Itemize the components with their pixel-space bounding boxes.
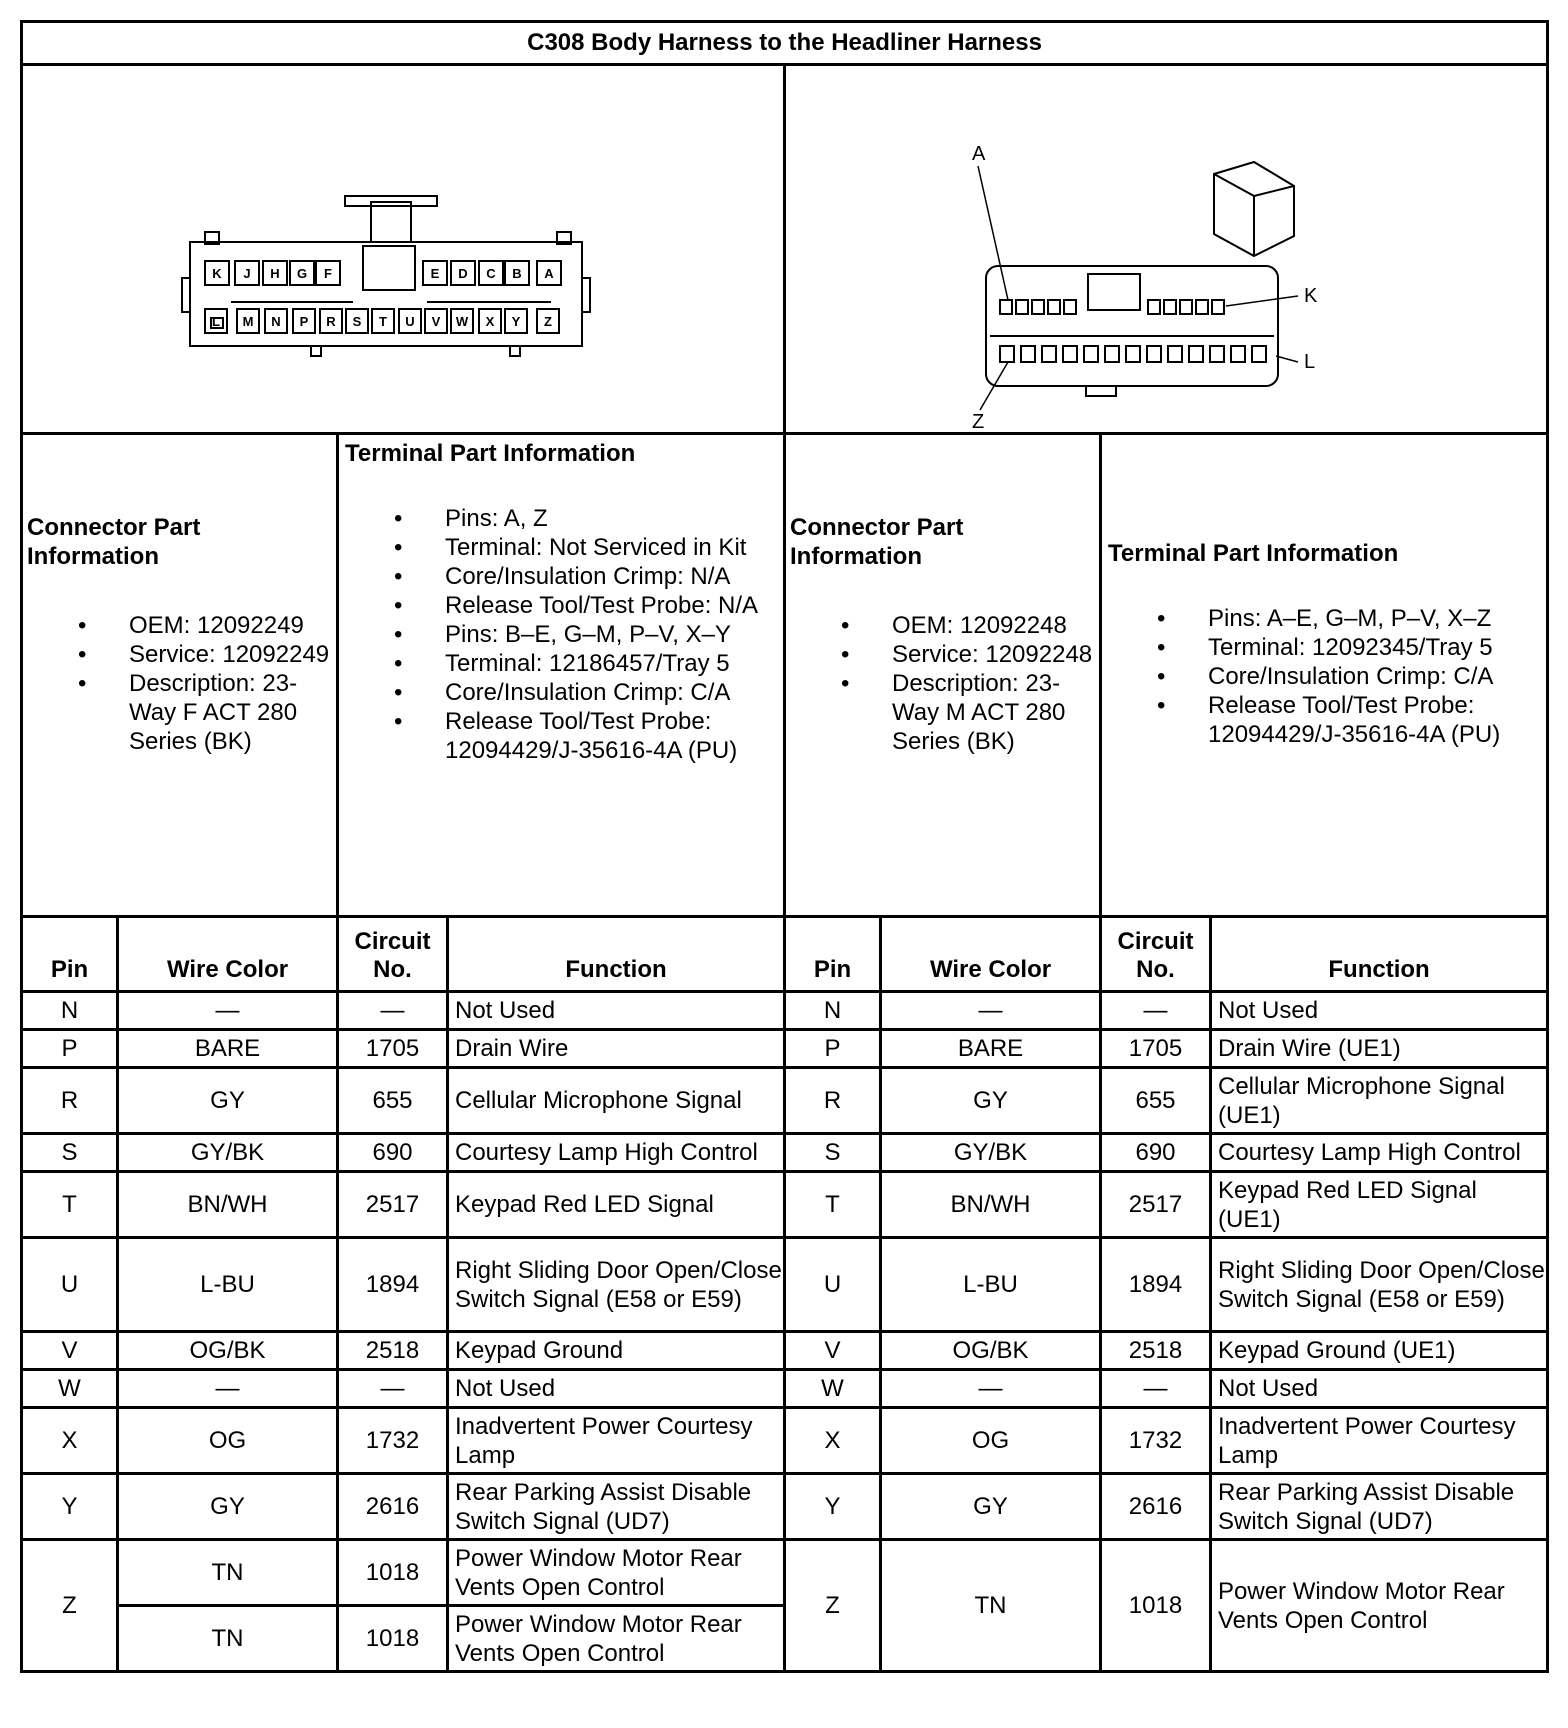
pin-cell: V: [22, 1332, 118, 1370]
wire-color-cell: BN/WH: [881, 1172, 1101, 1238]
pin-cell: U: [785, 1238, 881, 1332]
table-row: [22, 1238, 1548, 1332]
iso-edge: [1254, 186, 1294, 196]
wire-color-cell: TN: [881, 1540, 1101, 1672]
wire-color-cell: GY: [881, 1068, 1101, 1134]
function-cell: Not Used: [1211, 992, 1548, 1030]
bottom-tab: [1086, 386, 1116, 396]
col-wire-color: Wire Color: [881, 917, 1101, 992]
col-wire-color: Wire Color: [118, 917, 338, 992]
left-connector-info: [22, 434, 338, 917]
pin-label: G: [296, 266, 308, 281]
circuit-cell: 690: [338, 1134, 448, 1172]
wire-color-cell: —: [881, 992, 1101, 1030]
pin-label: Y: [511, 314, 521, 329]
pin-cell: X: [785, 1408, 881, 1474]
function-cell: Rear Parking Assist Disable Switch Signal (UD7): [1211, 1474, 1548, 1540]
function-cell: Cellular Microphone Signal: [448, 1068, 785, 1134]
pin-cavity: [1048, 300, 1060, 314]
connector-table: [20, 20, 1549, 1673]
wire-color-cell: —: [881, 1370, 1101, 1408]
pin-cavity: [1126, 346, 1140, 362]
pin-cell: S: [785, 1134, 881, 1172]
table-row: [22, 1030, 1548, 1068]
pin-cavity: [1231, 346, 1245, 362]
function-cell: Courtesy Lamp High Control: [448, 1134, 785, 1172]
pin-table-body: [22, 992, 1548, 1672]
list-item: • Service: 12092248: [786, 640, 1099, 669]
circuit-cell: 1894: [338, 1238, 448, 1332]
pin-label: P: [299, 314, 309, 329]
table-row: [22, 1540, 1548, 1606]
function-cell: Not Used: [448, 992, 785, 1030]
callout-label: L: [1304, 351, 1316, 373]
wire-color-cell: GY: [118, 1474, 338, 1540]
function-cell: Drain Wire (UE1): [1211, 1030, 1548, 1068]
table-row: [22, 1332, 1548, 1370]
callout-leader: [1276, 356, 1298, 362]
pin-cavity: [1000, 300, 1012, 314]
list-item: • Pins: A, Z: [339, 504, 783, 533]
wire-color-cell: OG: [118, 1408, 338, 1474]
col-circuit: Circuit No.: [338, 917, 448, 992]
circuit-cell: 1732: [338, 1408, 448, 1474]
wire-color-cell: GY: [881, 1474, 1101, 1540]
center-latch: [371, 202, 411, 242]
wire-color-cell: —: [118, 992, 338, 1030]
pin-label: R: [326, 314, 336, 329]
table-header-row: [22, 917, 1548, 992]
table-row: [22, 1370, 1548, 1408]
list-item: • Release Tool/Test Probe: 12094429/J-35616-4A (PU): [339, 707, 783, 765]
pin-cavity: [1189, 346, 1203, 362]
pin-label: L: [212, 314, 220, 329]
function-cell: Inadvertent Power Courtesy Lamp: [1211, 1408, 1548, 1474]
list-item: • Service: 12092249: [23, 640, 336, 669]
list-item: • Core/Insulation Crimp: C/A: [1102, 662, 1546, 691]
pin-cell: X: [22, 1408, 118, 1474]
function-cell: Power Window Motor Rear Vents Open Control: [448, 1606, 785, 1672]
pin-label: E: [430, 266, 440, 281]
pin-cavity: [1210, 346, 1224, 362]
function-cell: Not Used: [448, 1370, 785, 1408]
pin-cavity: [1000, 346, 1014, 362]
pin-label: S: [352, 314, 362, 329]
function-cell: Keypad Red LED Signal (UE1): [1211, 1172, 1548, 1238]
circuit-cell: —: [1101, 1370, 1211, 1408]
circuit-cell: 690: [1101, 1134, 1211, 1172]
circuit-cell: 655: [1101, 1068, 1211, 1134]
col-function: Function: [448, 917, 785, 992]
right-terminal-info: [1101, 434, 1548, 917]
list-item: • Release Tool/Test Probe: N/A: [339, 591, 783, 620]
right-tab: [582, 278, 590, 312]
pin-label: J: [243, 266, 251, 281]
pin-cavity: [1212, 300, 1224, 314]
list-item: • Release Tool/Test Probe: 12094429/J-35616-4A (PU): [1102, 691, 1546, 749]
list-item: • Terminal: Not Serviced in Kit: [339, 533, 783, 562]
wire-color-cell: L-BU: [118, 1238, 338, 1332]
pin-cavity: [1084, 346, 1098, 362]
pin-cavity: [1021, 346, 1035, 362]
circuit-cell: 1705: [338, 1030, 448, 1068]
pin-label: W: [455, 314, 469, 329]
left-terminal-header: Terminal Part Information: [345, 440, 636, 467]
wire-color-cell: OG/BK: [881, 1332, 1101, 1370]
wire-color-cell: GY/BK: [881, 1134, 1101, 1172]
female-connector-face-diagram: [23, 66, 780, 432]
pin-cell: Y: [22, 1474, 118, 1540]
pin-label: C: [486, 266, 496, 281]
pin-cavity: [1164, 300, 1176, 314]
table-row: [22, 1172, 1548, 1238]
circuit-cell: —: [1101, 992, 1211, 1030]
wire-color-cell: GY/BK: [118, 1134, 338, 1172]
female-connector-figure: [22, 65, 785, 434]
right-connector-header: Connector Part Information: [790, 514, 964, 570]
function-cell: Drain Wire: [448, 1030, 785, 1068]
pin-cell: R: [785, 1068, 881, 1134]
left-connector-list: [23, 611, 336, 756]
function-cell: Right Sliding Door Open/Close Switch Signal (E58 or E59): [1211, 1238, 1548, 1332]
table-row: [22, 1068, 1548, 1134]
pin-label: M: [242, 314, 254, 329]
pin-cavity: [1148, 300, 1160, 314]
right-connector-list: [786, 611, 1099, 756]
list-item: • OEM: 12092248: [786, 611, 1099, 640]
pin-label: Z: [544, 314, 552, 329]
right-terminal-header: Terminal Part Information: [1108, 540, 1399, 567]
circuit-cell: 2616: [338, 1474, 448, 1540]
pin-cell: N: [785, 992, 881, 1030]
right-terminal-list: [1102, 604, 1546, 749]
pin-label: D: [458, 266, 468, 281]
pin-cell: W: [785, 1370, 881, 1408]
pin-label: K: [212, 266, 222, 281]
circuit-cell: 2616: [1101, 1474, 1211, 1540]
list-item: • Terminal: 12092345/Tray 5: [1102, 633, 1546, 662]
pin-cell: Z: [22, 1540, 118, 1672]
circuit-cell: 2518: [1101, 1332, 1211, 1370]
page-title: C308 Body Harness to the Headliner Harness: [22, 22, 1548, 65]
circuit-cell: 2518: [338, 1332, 448, 1370]
pin-label: B: [512, 266, 522, 281]
wire-color-cell: —: [118, 1370, 338, 1408]
list-item: • Description: 23-Way F ACT 280 Series (BK): [23, 669, 336, 756]
wire-color-cell: BARE: [118, 1030, 338, 1068]
callout-leader: [978, 166, 1008, 300]
list-item: • Core/Insulation Crimp: C/A: [339, 678, 783, 707]
function-cell: Rear Parking Assist Disable Switch Signal (UD7): [448, 1474, 785, 1540]
pin-cell: P: [785, 1030, 881, 1068]
list-item: • Pins: A–E, G–M, P–V, X–Z: [1102, 604, 1546, 633]
circuit-cell: 655: [338, 1068, 448, 1134]
left-terminal-block-2: [339, 620, 783, 765]
pin-cavity: [1032, 300, 1044, 314]
iso-edge: [1214, 174, 1254, 196]
pin-label: V: [431, 314, 441, 329]
circuit-cell: 1705: [1101, 1030, 1211, 1068]
left-terminal-info: [338, 434, 785, 917]
callout-label: Z: [972, 411, 985, 432]
wire-color-cell: OG: [881, 1408, 1101, 1474]
connector-body: [190, 242, 582, 346]
pin-cavity: [1016, 300, 1028, 314]
circuit-cell: 1018: [1101, 1540, 1211, 1672]
pin-cell: N: [22, 992, 118, 1030]
pin-cavity: [1252, 346, 1266, 362]
table-row: [22, 1134, 1548, 1172]
list-item: • Core/Insulation Crimp: N/A: [339, 562, 783, 591]
left-terminal-block-1: [339, 504, 783, 620]
pin-cell: U: [22, 1238, 118, 1332]
wire-color-cell: TN: [118, 1540, 338, 1606]
pin-label: H: [270, 266, 280, 281]
table-row: [22, 1474, 1548, 1540]
function-cell: Right Sliding Door Open/Close Switch Signal (E58 or E59): [448, 1238, 785, 1332]
male-connector-face-diagram: [786, 66, 1543, 432]
pin-cell: R: [22, 1068, 118, 1134]
pin-cavity: [1063, 346, 1077, 362]
callout-label: K: [1304, 285, 1318, 307]
connector-housing: [986, 266, 1278, 386]
function-cell: Keypad Ground (UE1): [1211, 1332, 1548, 1370]
col-pin: Pin: [22, 917, 118, 992]
pin-cavity: [1105, 346, 1119, 362]
pin-cell: T: [22, 1172, 118, 1238]
pin-label: F: [324, 266, 332, 281]
function-cell: Power Window Motor Rear Vents Open Control: [1211, 1540, 1548, 1672]
pin-cavity: [1168, 346, 1182, 362]
pin-cell: Z: [785, 1540, 881, 1672]
table-row: [22, 1408, 1548, 1474]
left-connector-header: Connector Part Information: [27, 514, 201, 570]
pin-cell: S: [22, 1134, 118, 1172]
pin-label: A: [544, 266, 554, 281]
pin-label: T: [379, 314, 387, 329]
pin-cell: T: [785, 1172, 881, 1238]
center-key: [1088, 274, 1140, 310]
key-tab: [510, 346, 520, 356]
table-row: [22, 992, 1548, 1030]
circuit-cell: —: [338, 1370, 448, 1408]
circuit-cell: 1894: [1101, 1238, 1211, 1332]
pin-cell: V: [785, 1332, 881, 1370]
left-tab: [182, 278, 190, 312]
key-tab: [311, 346, 321, 356]
callout-label: A: [972, 143, 986, 165]
center-lock: [363, 246, 415, 290]
wire-color-cell: BARE: [881, 1030, 1101, 1068]
pin-cavity: [1064, 300, 1076, 314]
wire-color-cell: OG/BK: [118, 1332, 338, 1370]
col-circuit: Circuit No.: [1101, 917, 1211, 992]
callout-leader: [1226, 296, 1298, 306]
list-item: • OEM: 12092249: [23, 611, 336, 640]
circuit-cell: 1018: [338, 1606, 448, 1672]
wire-color-cell: BN/WH: [118, 1172, 338, 1238]
pin-cell: W: [22, 1370, 118, 1408]
function-cell: Inadvertent Power Courtesy Lamp: [448, 1408, 785, 1474]
pin-label: N: [271, 314, 281, 329]
function-cell: Cellular Microphone Signal (UE1): [1211, 1068, 1548, 1134]
function-cell: Courtesy Lamp High Control: [1211, 1134, 1548, 1172]
circuit-cell: 1018: [338, 1540, 448, 1606]
function-cell: Not Used: [1211, 1370, 1548, 1408]
circuit-cell: 1732: [1101, 1408, 1211, 1474]
pin-cavity: [1147, 346, 1161, 362]
pin-cell: P: [22, 1030, 118, 1068]
wire-color-cell: TN: [118, 1606, 338, 1672]
function-cell: Power Window Motor Rear Vents Open Control: [448, 1540, 785, 1606]
list-item: • Terminal: 12186457/Tray 5: [339, 649, 783, 678]
male-connector-figure: [785, 65, 1548, 434]
pin-cavity: [1180, 300, 1192, 314]
circuit-cell: 2517: [338, 1172, 448, 1238]
pin-label: X: [485, 314, 495, 329]
pin-cavity: [1196, 300, 1208, 314]
col-function: Function: [1211, 917, 1548, 992]
function-cell: Keypad Red LED Signal: [448, 1172, 785, 1238]
wire-color-cell: L-BU: [881, 1238, 1101, 1332]
pin-cell: Y: [785, 1474, 881, 1540]
list-item: • Pins: B–E, G–M, P–V, X–Y: [339, 620, 783, 649]
function-cell: Keypad Ground: [448, 1332, 785, 1370]
list-item: • Description: 23-Way M ACT 280 Series (BK): [786, 669, 1099, 756]
connector-sheet: [20, 20, 1546, 1673]
circuit-cell: 2517: [1101, 1172, 1211, 1238]
col-pin: Pin: [785, 917, 881, 992]
pin-label: U: [405, 314, 415, 329]
pin-cavity: [1042, 346, 1056, 362]
wire-color-cell: GY: [118, 1068, 338, 1134]
circuit-cell: —: [338, 992, 448, 1030]
right-connector-info: [785, 434, 1101, 917]
